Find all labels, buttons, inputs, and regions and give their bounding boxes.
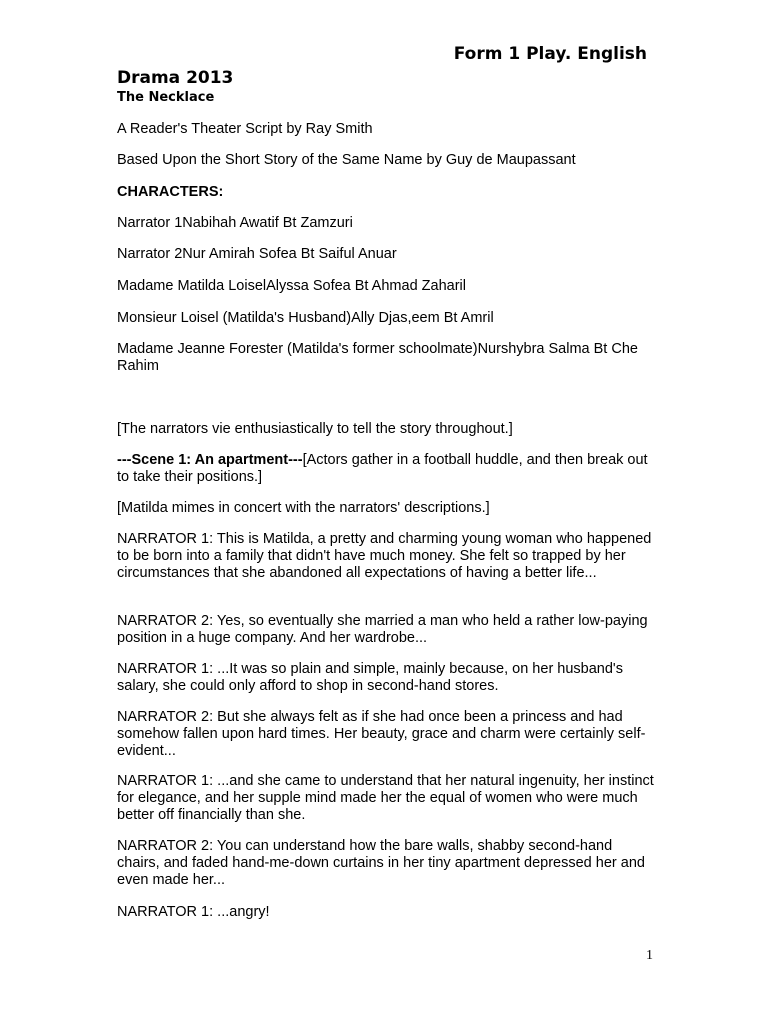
script-line: NARRATOR 2: But she always felt as if she had once been a princess and had somehow fallen upon hard times. Her beauty, grace and charm were certainly self-evident... [117, 709, 646, 759]
scene-heading: ---Scene 1: An apartment--- [117, 452, 303, 468]
header-title-right: Form 1 Play. English [453, 44, 647, 64]
character-narrator-1: Narrator 1Nabihah Awatif Bt Zamzuri [117, 215, 353, 231]
byline: A Reader's Theater Script by Ray Smith [117, 121, 373, 137]
play-title: The Necklace [117, 90, 215, 105]
script-line: NARRATOR 1: ...angry! [117, 904, 270, 920]
script-line: NARRATOR 1: ...and she came to understand that her natural ingenuity, her instinct for elegance, and her supple mind made her the equal of women who were much better off financially than she. [117, 773, 654, 823]
script-line: NARRATOR 2: Yes, so eventually she married a man who held a rather low-paying position in a huge company. And her wardrobe... [117, 613, 648, 646]
stage-note-narrators: [The narrators vie enthusiastically to tell the story throughout.] [117, 421, 513, 437]
character-narrator-2: Narrator 2Nur Amirah Sofea Bt Saiful Anuar [117, 246, 397, 262]
stage-note-matilda: [Matilda mimes in concert with the narrators' descriptions.] [117, 500, 490, 516]
scene-1-paragraph [117, 452, 657, 486]
characters-heading: CHARACTERS: [117, 184, 224, 200]
script-line: NARRATOR 1: This is Matilda, a pretty and charming young woman who happened to be born into a family that didn't have much money. She felt so trapped by her circumstances that she abandoned all expectations of having a better life... [117, 531, 652, 581]
header-title-left: Drama 2013 [117, 68, 234, 88]
page-number: 1 [646, 948, 653, 963]
script-line: NARRATOR 1: ...It was so plain and simple, mainly because, on her husband's salary, she could only afford to shop in second-hand stores. [117, 661, 623, 694]
scene-direction: [Actors gather in a football huddle, and then break out to take their positions.] [117, 452, 648, 485]
character-matilda: Madame Matilda LoiselAlyssa Sofea Bt Ahmad Zaharil [117, 278, 466, 294]
based-on-line: Based Upon the Short Story of the Same Name by Guy de Maupassant [117, 152, 576, 168]
character-jeanne-forester: Madame Jeanne Forester (Matilda's former schoolmate)Nurshybra Salma Bt Che Rahim [117, 341, 638, 374]
script-line: NARRATOR 2: You can understand how the bare walls, shabby second-hand chairs, and faded hand-me-down curtains in her tiny apartment depressed her and even made her... [117, 838, 645, 888]
character-monsieur-loisel: Monsieur Loisel (Matilda's Husband)Ally Djas,eem Bt Amril [117, 310, 494, 326]
